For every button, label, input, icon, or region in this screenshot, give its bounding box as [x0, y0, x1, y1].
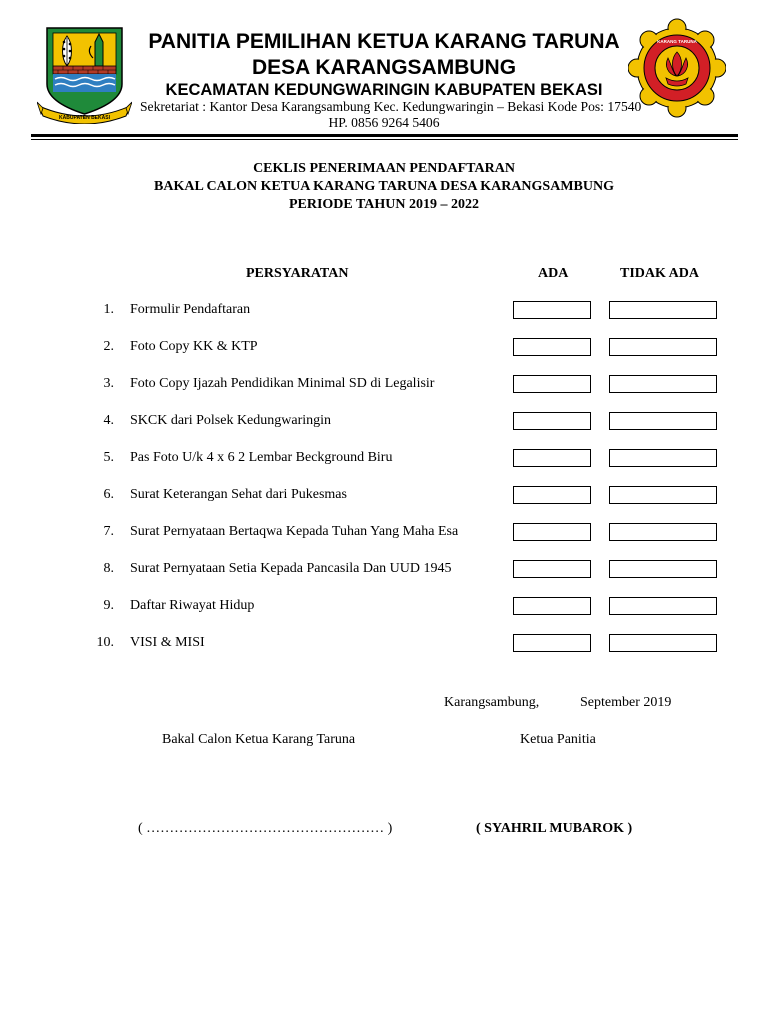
ada-checkbox[interactable] [513, 375, 591, 393]
phone-number: HP. 0856 9264 5406 [328, 115, 440, 130]
requirement-text: Surat Keterangan Sehat dari Pukesmas [130, 487, 347, 502]
requirement-number: 10. [96, 635, 114, 650]
requirement-number: 9. [103, 598, 114, 613]
ada-checkbox[interactable] [513, 412, 591, 430]
requirement-number: 3. [103, 376, 114, 391]
candidate-label: Bakal Calon Ketua Karang Taruna [162, 732, 356, 747]
logo-left-ribbon-text: KABUPATEN BEKASI [59, 115, 110, 121]
ada-checkbox[interactable] [513, 338, 591, 356]
requirement-number: 7. [103, 524, 114, 539]
requirement-text: Surat Pernyataan Setia Kepada Pancasila Dan UUD 1945 [130, 561, 452, 576]
ada-checkbox[interactable] [513, 523, 591, 541]
chair-label: Ketua Panitia [520, 732, 596, 747]
requirement-row [0, 301, 768, 323]
tidak-ada-checkbox[interactable] [609, 486, 717, 504]
requirement-text: SKCK dari Polsek Kedungwaringin [130, 413, 332, 428]
requirement-row [0, 523, 768, 545]
letterhead-divider-thick [31, 134, 738, 137]
ada-checkbox[interactable] [513, 449, 591, 467]
requirement-number: 8. [103, 561, 114, 576]
tidak-ada-checkbox[interactable] [609, 301, 717, 319]
requirement-text: VISI & MISI [130, 635, 205, 650]
requirement-text: Foto Copy Ijazah Pendidikan Minimal SD di Legalisir [130, 376, 435, 391]
requirement-number: 6. [103, 487, 114, 502]
org-title-line2: DESA KARANGSAMBUNG [251, 56, 517, 79]
document-title-line1: CEKLIS PENERIMAAN PENDAFTARAN [253, 161, 515, 176]
requirement-row [0, 412, 768, 434]
tidak-ada-checkbox[interactable] [609, 523, 717, 541]
requirement-row [0, 560, 768, 582]
requirement-number: 1. [103, 302, 114, 317]
org-district-line: KECAMATAN KEDUNGWARINGIN KABUPATEN BEKASI [165, 81, 603, 99]
org-title-line1: PANITIA PEMILIHAN KETUA KARANG TARUNA [148, 30, 620, 53]
requirement-text: Pas Foto U/k 4 x 6 2 Lembar Beckground Biru [130, 450, 393, 465]
tidak-ada-checkbox[interactable] [609, 597, 717, 615]
requirement-row [0, 486, 768, 508]
karang-taruna-emblem-icon [628, 18, 726, 118]
ada-checkbox[interactable] [513, 560, 591, 578]
requirement-number: 2. [103, 339, 114, 354]
tidak-ada-checkbox[interactable] [609, 412, 717, 430]
document-title-line3: PERIODE TAHUN 2019 – 2022 [288, 197, 480, 212]
candidate-name-blank: ( …………………………………………… ) [138, 821, 393, 836]
secretariat-address: Sekretariat : Kantor Desa Karangsambung Kec. Kedungwaringin – Bekasi Kode Pos: 17540 [140, 99, 642, 114]
letterhead-divider-thin [31, 139, 738, 140]
logo-right-ring-text: KARANG TARUNA [657, 39, 697, 44]
signature-place: Karangsambung, [444, 695, 540, 710]
bekasi-regency-emblem-icon [37, 22, 132, 124]
signature-date: September 2019 [580, 695, 672, 710]
tidak-ada-checkbox[interactable] [609, 338, 717, 356]
requirement-text: Formulir Pendaftaran [130, 302, 251, 317]
requirement-number: 4. [103, 413, 114, 428]
header-requirements: PERSYARATAN [246, 266, 349, 281]
requirement-row [0, 634, 768, 656]
requirement-text: Surat Pernyataan Bertaqwa Kepada Tuhan Yang Maha Esa [130, 524, 459, 539]
chair-name: ( SYAHRIL MUBAROK ) [476, 821, 633, 836]
ada-checkbox[interactable] [513, 597, 591, 615]
document-title-line2: BAKAL CALON KETUA KARANG TARUNA DESA KARANGSAMBUNG [154, 179, 614, 194]
header-tidak-ada: TIDAK ADA [620, 266, 699, 281]
tidak-ada-checkbox[interactable] [609, 560, 717, 578]
requirement-number: 5. [103, 450, 114, 465]
requirement-row [0, 338, 768, 360]
requirement-text: Foto Copy KK & KTP [130, 339, 258, 354]
requirement-row [0, 597, 768, 619]
ada-checkbox[interactable] [513, 634, 591, 652]
requirement-row [0, 375, 768, 397]
tidak-ada-checkbox[interactable] [609, 634, 717, 652]
tidak-ada-checkbox[interactable] [609, 375, 717, 393]
requirement-text: Daftar Riwayat Hidup [130, 598, 255, 613]
requirement-row [0, 449, 768, 471]
header-ada: ADA [538, 266, 569, 281]
tidak-ada-checkbox[interactable] [609, 449, 717, 467]
ada-checkbox[interactable] [513, 486, 591, 504]
ada-checkbox[interactable] [513, 301, 591, 319]
